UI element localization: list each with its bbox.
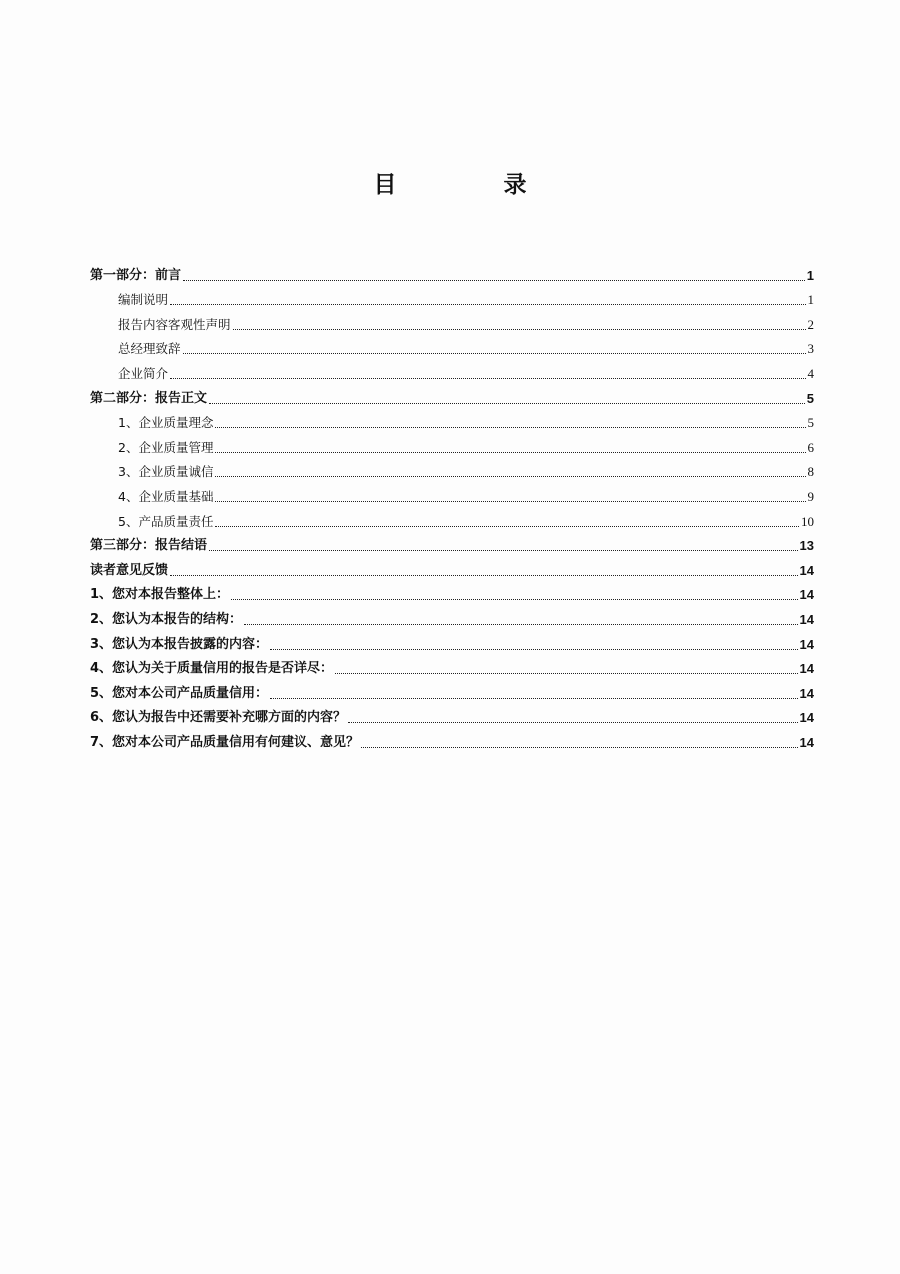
toc-entry-page-number: 9	[807, 488, 814, 504]
toc-dot-leader	[215, 501, 805, 502]
toc-entry-page-number: 14	[799, 562, 814, 578]
toc-entry-section[interactable]	[90, 705, 814, 730]
toc-dot-leader	[183, 353, 806, 354]
toc-entry-label: 3、企业质量诚信	[118, 464, 214, 480]
toc-entry-page-number: 1	[806, 267, 814, 283]
toc-entry-label: 2、企业质量管理	[118, 439, 214, 455]
toc-entry-label: 企业简介	[118, 365, 169, 381]
toc-dot-leader	[335, 673, 797, 674]
toc-dot-leader	[361, 747, 797, 748]
toc-entry-section[interactable]	[90, 656, 814, 681]
toc-entry-page-number: 13	[799, 538, 814, 554]
toc-entry-section[interactable]	[90, 385, 814, 410]
toc-entry-subsection[interactable]	[90, 434, 814, 459]
toc-entry-label: 5、您对本公司产品质量信用：	[90, 685, 269, 701]
toc-entry-page-number: 14	[799, 611, 814, 627]
toc-entry-page-number: 10	[801, 513, 814, 529]
toc-dot-leader	[215, 452, 805, 453]
toc-entry-section[interactable]	[90, 582, 814, 607]
toc-entry-page-number: 4	[807, 365, 814, 381]
toc-entry-label: 第一部分：前言	[90, 267, 182, 283]
toc-dot-leader	[209, 550, 798, 551]
toc-dot-leader	[215, 526, 799, 527]
toc-entry-section[interactable]	[90, 262, 814, 287]
toc-entry-subsection[interactable]	[90, 311, 814, 336]
toc-dot-leader	[348, 722, 797, 723]
toc-dot-leader	[244, 624, 797, 625]
table-of-contents	[90, 262, 814, 754]
toc-entry-label: 2、您认为本报告的结构：	[90, 611, 243, 627]
toc-entry-label: 1、您对本报告整体上：	[90, 587, 230, 603]
toc-dot-leader	[270, 698, 797, 699]
toc-entry-label: 第三部分：报告结语	[90, 538, 208, 554]
toc-entry-label: 第二部分：报告正文	[90, 390, 208, 406]
toc-entry-section[interactable]	[90, 606, 814, 631]
toc-entry-subsection[interactable]	[90, 410, 814, 435]
toc-entry-section[interactable]	[90, 729, 814, 754]
toc-entry-page-number: 5	[807, 415, 814, 431]
toc-entry-subsection[interactable]	[90, 508, 814, 533]
toc-entry-page-number: 6	[807, 439, 814, 455]
toc-entry-page-number: 14	[799, 587, 814, 603]
toc-entry-label: 报告内容客观性声明	[118, 316, 231, 332]
toc-dot-leader	[215, 427, 805, 428]
toc-entry-page-number: 2	[807, 316, 814, 332]
toc-entry-page-number: 1	[807, 292, 814, 308]
toc-dot-leader	[215, 476, 805, 477]
toc-entry-label: 5、产品质量责任	[118, 513, 214, 529]
toc-dot-leader	[270, 649, 797, 650]
toc-entry-page-number: 3	[807, 341, 814, 357]
toc-entry-section[interactable]	[90, 680, 814, 705]
toc-dot-leader	[233, 329, 806, 330]
toc-entry-label: 1、企业质量理念	[118, 415, 214, 431]
toc-entry-label: 6、您认为报告中还需要补充哪方面的内容？	[90, 710, 347, 726]
toc-entry-subsection[interactable]	[90, 287, 814, 312]
toc-entry-section[interactable]	[90, 631, 814, 656]
toc-entry-label: 7、您对本公司产品质量信用有何建议、意见？	[90, 734, 360, 750]
toc-entry-subsection[interactable]	[90, 360, 814, 385]
toc-entry-page-number: 5	[806, 390, 814, 406]
toc-entry-label: 编制说明	[118, 292, 169, 308]
toc-dot-leader	[170, 304, 805, 305]
toc-entry-label: 总经理致辞	[118, 341, 181, 357]
toc-entry-page-number: 14	[799, 710, 814, 726]
toc-entry-label: 4、企业质量基础	[118, 488, 214, 504]
toc-entry-subsection[interactable]	[90, 459, 814, 484]
toc-entry-section[interactable]	[90, 557, 814, 582]
toc-entry-page-number: 14	[799, 734, 814, 750]
toc-entry-page-number: 14	[799, 636, 814, 652]
toc-dot-leader	[183, 280, 805, 281]
toc-entry-label: 4、您认为关于质量信用的报告是否详尽：	[90, 661, 334, 677]
toc-entry-section[interactable]	[90, 533, 814, 558]
toc-entry-page-number: 14	[799, 685, 814, 701]
toc-dot-leader	[209, 403, 805, 404]
toc-dot-leader	[231, 599, 797, 600]
toc-dot-leader	[170, 378, 805, 379]
toc-entry-subsection[interactable]	[90, 483, 814, 508]
toc-entry-label: 读者意见反馈	[90, 562, 169, 578]
toc-entry-label: 3、您认为本报告披露的内容：	[90, 636, 269, 652]
toc-entry-page-number: 14	[799, 661, 814, 677]
toc-dot-leader	[170, 575, 798, 576]
toc-entry-subsection[interactable]	[90, 336, 814, 361]
page-title: 目 录	[373, 172, 569, 198]
toc-entry-page-number: 8	[807, 464, 814, 480]
